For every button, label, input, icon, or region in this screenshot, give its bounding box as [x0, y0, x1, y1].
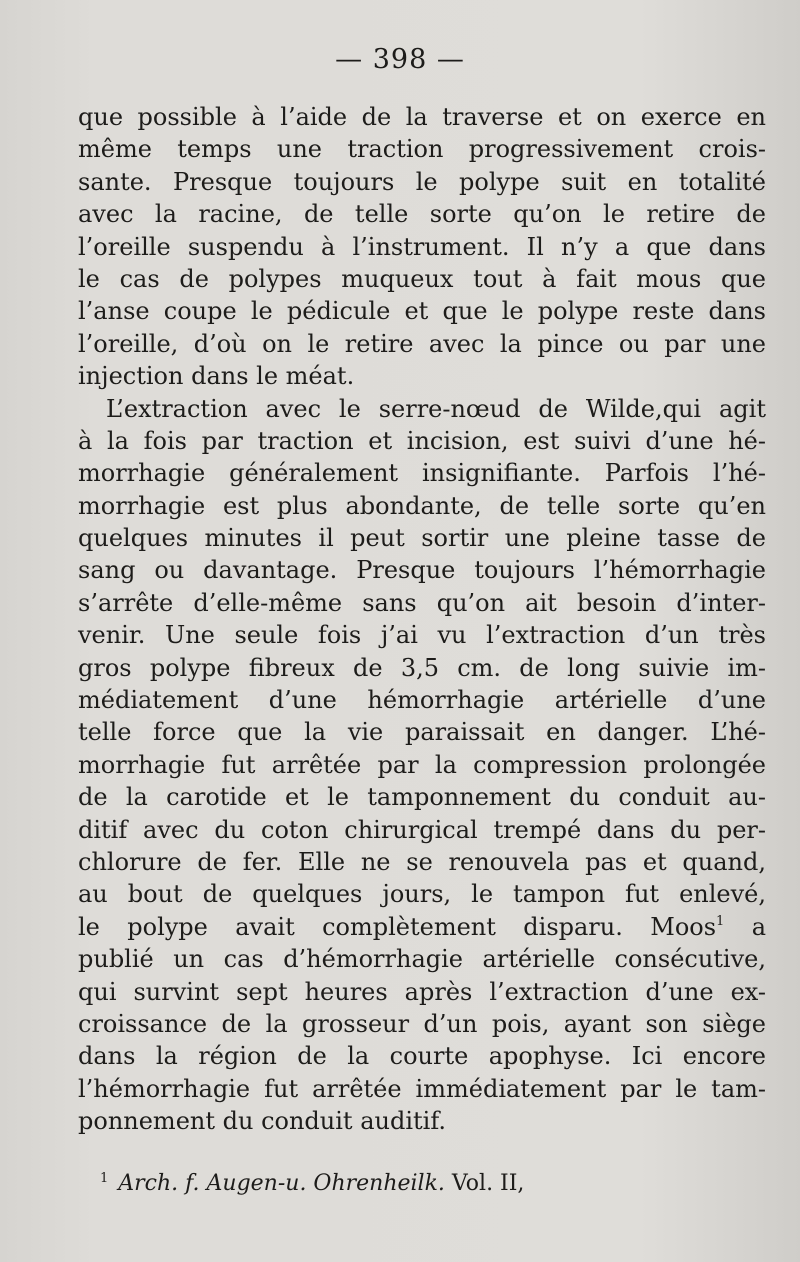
text-line-content: même temps une traction progressivement crois- — [78, 135, 766, 164]
text-line-content: venir. Une seule fois j’ai vu l’extraction d’un très — [78, 621, 766, 650]
text-line-content: que possible à l’aide de la traverse et on exerce en — [78, 103, 766, 131]
body-text — [78, 101, 766, 1138]
footnote-mark: 1 — [100, 1171, 109, 1186]
text-line-content: qui survint sept heures après l’extraction d’une ex- — [78, 977, 766, 1006]
text-line — [78, 684, 766, 716]
text-line — [78, 652, 766, 684]
text-line-content: le cas de polypes muqueux tout à fait mous que — [78, 264, 766, 293]
footnote-reference: 1 — [716, 913, 725, 929]
text-line — [78, 749, 766, 781]
text-line — [78, 878, 766, 910]
text-line-content: au bout de quelques jours, le tampon fut enlevé, — [78, 880, 766, 909]
text-line — [78, 393, 766, 425]
text-line-content: chlorure de fer. Elle ne se renouvela pas et quand, — [78, 847, 766, 876]
text-line — [78, 846, 766, 878]
text-line-content: ponnement du conduit auditif. — [78, 1107, 446, 1136]
text-line-content: gros polype fibreux de 3,5 cm. de long suivie im- — [78, 653, 766, 682]
text-line — [78, 1040, 766, 1072]
text-line — [78, 360, 766, 392]
text-line — [78, 1073, 766, 1105]
text-line-content: de la carotide et le tamponnement du conduit au- — [78, 783, 766, 812]
text-line-content: l’oreille, d’où on le retire avec la pince ou par une — [78, 329, 766, 358]
text-line — [78, 457, 766, 489]
text-line — [78, 554, 766, 586]
footnote-volume: Vol. II, — [444, 1171, 525, 1196]
text-line — [78, 716, 766, 748]
text-line — [78, 328, 766, 360]
text-line — [78, 166, 766, 198]
text-line-content: l’oreille suspendu à l’instrument. Il n’y a que dans — [78, 232, 766, 261]
text-line-content: dans la région de la courte apophyse. Ici encore — [78, 1042, 766, 1071]
text-line-content: morrhagie est plus abondante, de telle sorte qu’en — [78, 491, 766, 520]
text-line — [78, 231, 766, 263]
text-line-content: médiatement d’une hémorrhagie artérielle d’une — [78, 686, 766, 715]
text-line — [78, 911, 766, 943]
text-line — [78, 425, 766, 457]
text-line-content: injection dans le méat. — [78, 362, 355, 391]
text-line — [78, 198, 766, 230]
text-line-content: telle force que la vie paraissait en danger. L’hé- — [78, 718, 766, 747]
text-line-content: l’anse coupe le pédicule et que le polype reste dans — [78, 297, 766, 326]
text-line-content: à la fois par traction et incision, est suivi d’une hé- — [78, 426, 766, 455]
text-line-content: avec la racine, de telle sorte qu’on le retire de — [78, 200, 766, 229]
text-line-content: ditif avec du coton chirurgical trempé dans du per- — [78, 815, 766, 844]
text-line — [78, 814, 766, 846]
text-line — [78, 587, 766, 619]
text-line-content: L’extraction avec le serre-nœud de Wilde,qui agit — [106, 394, 766, 423]
text-line-content: quelques minutes il peut sortir une pleine tasse de — [78, 524, 766, 553]
text-line-content: morrhagie généralement insignifiante. Parfois l’hé- — [78, 459, 766, 488]
text-line — [78, 101, 766, 133]
page-number: — 398 — — [335, 44, 465, 75]
text-line-content: s’arrête d’elle-même sans qu’on ait besoin d’inter- — [78, 588, 766, 617]
text-line-content: publié un cas d’hémorrhagie artérielle consécutive, — [78, 945, 766, 974]
text-line-tail: a — [724, 912, 767, 941]
text-line — [78, 133, 766, 165]
footnote-source: Arch. f. Augen-u. Ohrenheilk. — [118, 1171, 445, 1196]
text-line — [78, 781, 766, 813]
text-line-content: sante. Presque toujours le polype suit en totalité — [78, 167, 766, 196]
text-line-content: l’hémorrhagie fut arrêtée immédiatement par le tam- — [78, 1074, 766, 1103]
text-line — [78, 1105, 766, 1137]
text-line — [78, 619, 766, 651]
text-line — [78, 943, 766, 975]
text-line-content: croissance de la grosseur d’un pois, ayant son siège — [78, 1009, 766, 1038]
text-line-content: sang ou davantage. Presque toujours l’hémorrhagie — [78, 556, 766, 585]
text-line — [78, 976, 766, 1008]
text-line-content: morrhagie fut arrêtée par la compression prolongée — [78, 750, 766, 779]
text-line-content: le polype avait complètement disparu. Moos — [78, 912, 717, 941]
footnote — [100, 1171, 524, 1196]
text-line — [78, 490, 766, 522]
text-line — [78, 295, 766, 327]
text-line — [78, 522, 766, 554]
text-line — [78, 1008, 766, 1040]
text-line — [78, 263, 766, 295]
